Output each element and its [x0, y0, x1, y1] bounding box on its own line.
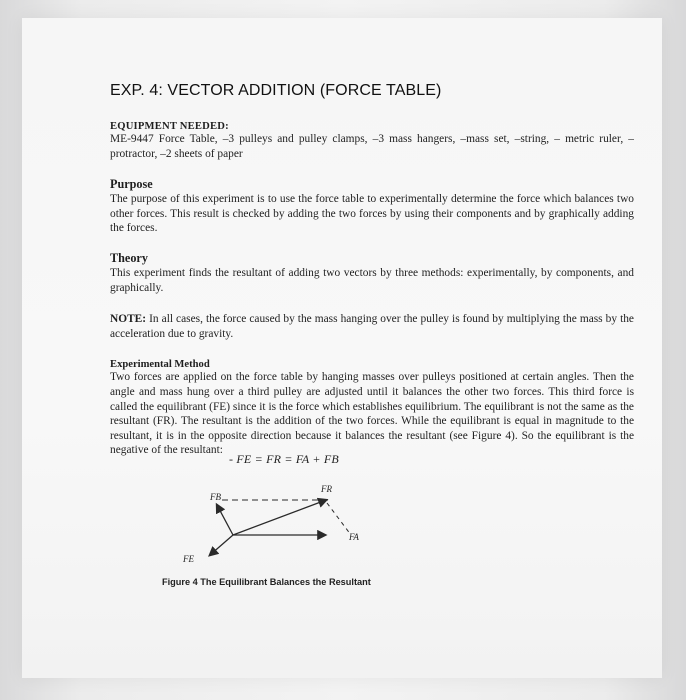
method-text: Two forces are applied on the force table by hanging masses over pulleys positioned at certain angles. Then the angle and mass hung over a third pulley are adjusted until it balances the other two forces. This third force is called the equilibrant (FE) since it is the force which establishes equilibrium. The equilibrant is not the same as the resultant (FR). The resultant is the addition of the two forces. While the equilibrant is equal in magnitude to the resultant, it is in the opposite direction because it balances the resultant (see Figure 4). So the equilibrant is the negative of the resultant: [110, 371, 634, 457]
note-text: In all cases, the force caused by the mass hanging over the pulley is found by multiplying the mass by the acceleration due to gravity. [110, 313, 634, 340]
label-fe: FE [183, 554, 194, 564]
vector-fe [210, 535, 233, 555]
note-paragraph [110, 312, 634, 341]
equipment-heading: EQUIPMENT NEEDED: [110, 121, 229, 132]
theory-text: This experiment finds the resultant of adding two vectors by three methods: experimentally, by components, and graphically. [110, 266, 634, 294]
label-fb: FB [210, 492, 221, 502]
purpose-text: The purpose of this experiment is to use the force table to experimentally determine the force which balances two other forces. This result is checked by adding the two forces by using their components and by graphically adding the forces. [110, 193, 634, 235]
vector-fr [233, 500, 326, 535]
method-heading: Experimental Method [110, 359, 210, 371]
equilibrant-formula: - FE = FR = FA + FB [229, 452, 339, 466]
vector-fb [217, 505, 233, 535]
purpose-heading: Purpose [110, 177, 153, 192]
figure-caption: Figure 4 The Equilibrant Balances the Resultant [162, 577, 371, 587]
label-fa: FA [349, 532, 359, 542]
equipment-text: ME-9447 Force Table, –3 pulleys and pulley clamps, –3 mass hangers, –mass set, –string, – metric ruler, – protractor, –2 sheets of paper [110, 133, 634, 160]
experiment-title: EXP. 4: VECTOR ADDITION (FORCE TABLE) [110, 82, 442, 99]
label-fr: FR [321, 484, 332, 494]
dashed-parallel-side [327, 503, 351, 535]
vector-diagram [170, 470, 400, 580]
note-label: NOTE: [110, 313, 147, 326]
theory-heading: Theory [110, 250, 148, 265]
document-body [110, 82, 634, 458]
